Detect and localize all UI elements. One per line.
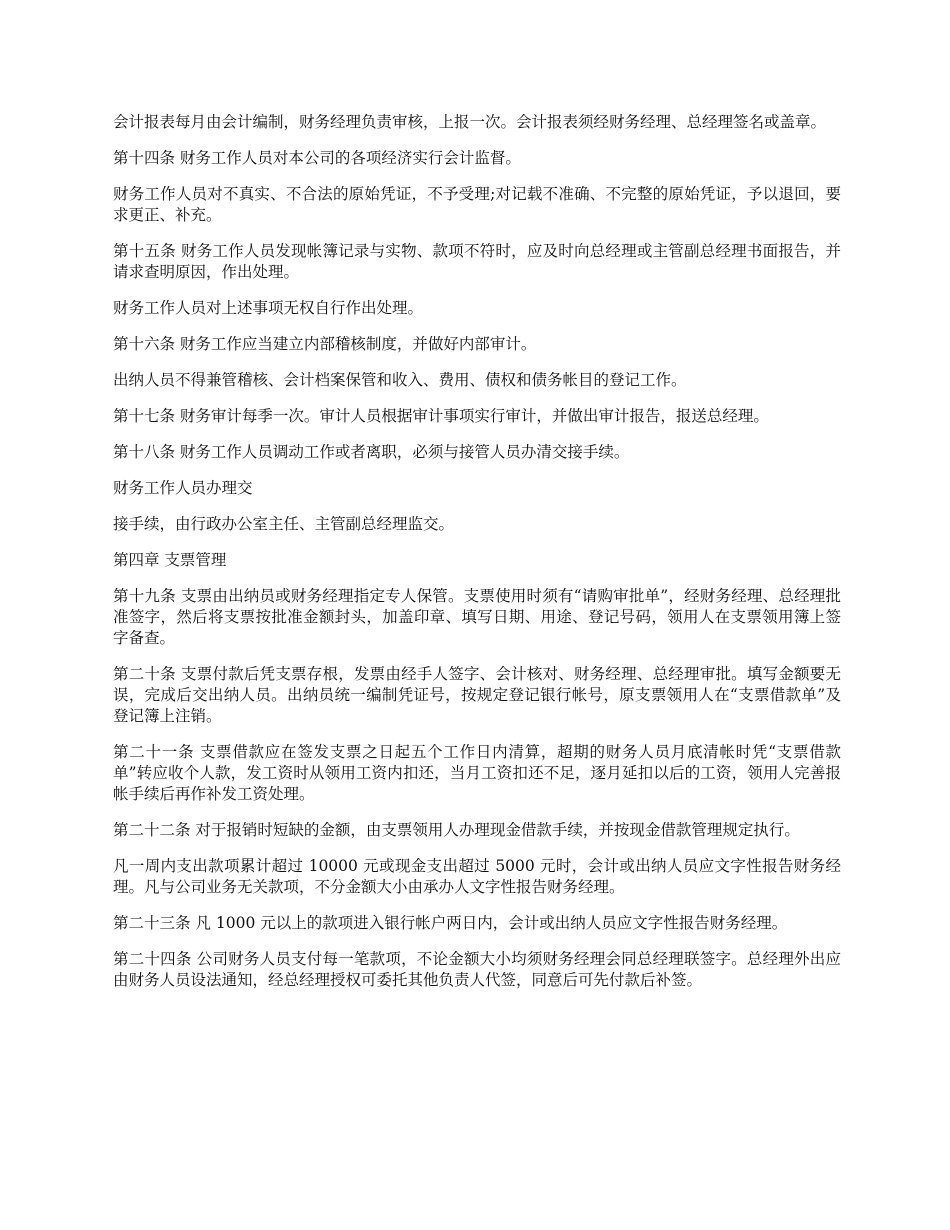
chapter-4-heading: 第四章 支票管理	[113, 551, 227, 569]
paragraph: 出纳人员不得兼管稽核、会计档案保管和收入、费用、债权和债务帐目的登记工作。	[113, 371, 687, 389]
paragraph: 财务工作人员办理交	[113, 479, 253, 497]
article-19: 第十九条 支票由出纳员或财务经理指定专人保管。支票使用时须有“请购审批单”，经财务经理、总经理批准签字，然后将支票按批准金额封头，加盖印章、填写日期、用途、登记号码，领用人在支票领用簿上签字备查。	[113, 587, 841, 647]
paragraph: 财务工作人员对不真实、不合法的原始凭证，不予受理;对记载不准确、不完整的原始凭证，予以退回，要求更正、补充。	[113, 185, 841, 224]
article-16: 第十六条 财务工作应当建立内部稽核制度，并做好内部审计。	[113, 335, 537, 353]
paragraph: 凡一周内支出款项累计超过 10000 元或现金支出超过 5000 元时，会计或出纳人员应文字性报告财务经理。凡与公司业务无关款项，不分金额大小由承办人文字性报告财务经理。	[113, 857, 841, 896]
paragraph: 接手续，由行政办公室主任、主管副总经理监交。	[113, 515, 455, 533]
paragraph: 会计报表每月由会计编制，财务经理负责审核，上报一次。会计报表须经财务经理、总经理签名或盖章。	[113, 113, 827, 131]
article-22: 第二十二条 对于报销时短缺的金额，由支票领用人办理现金借款手续，并按现金借款管理规定执行。	[113, 821, 800, 839]
article-18: 第十八条 财务工作人员调动工作或者离职，必须与接管人员办清交接手续。	[113, 443, 630, 461]
article-15: 第十五条 财务工作人员发现帐簿记录与实物、款项不符时，应及时向总经理或主管副总经理书面报告，并请求查明原因，作出处理。	[113, 242, 841, 281]
paragraph: 财务工作人员对上述事项无权自行作出处理。	[113, 299, 424, 317]
article-21: 第二十一条 支票借款应在签发支票之日起五个工作日内清算，超期的财务人员月底清帐时凭“支票借款单”转应收个人款，发工资时从领用工资内扣还，当月工资扣还不足，逐月延扣以后的工资，领用人完善报帐手续后再作补发工资处理。	[113, 743, 841, 803]
article-20: 第二十条 支票付款后凭支票存根，发票由经手人签字、会计核对、财务经理、总经理审批。填写金额要无误，完成后交出纳人员。出纳员统一编制凭证号，按规定登记银行帐号，原支票领用人在“支票借款单”及登记簿上注销。	[113, 665, 841, 725]
article-17: 第十七条 财务审计每季一次。审计人员根据审计事项实行审计，并做出审计报告，报送总经理。	[113, 407, 769, 425]
article-14-heading: 第十四条 财务工作人员对本公司的各项经济实行会计监督。	[113, 149, 521, 167]
document-body	[113, 112, 841, 1006]
article-23: 第二十三条 凡 1000 元以上的款项进入银行帐户两日内，会计或出纳人员应文字性报告财务经理。	[113, 914, 788, 932]
article-24: 第二十四条 公司财务人员支付每一笔款项，不论金额大小均须财务经理会同总经理联签字。总经理外出应由财务人员设法通知，经总经理授权可委托其他负责人代签，同意后可先付款后补签。	[113, 950, 841, 989]
